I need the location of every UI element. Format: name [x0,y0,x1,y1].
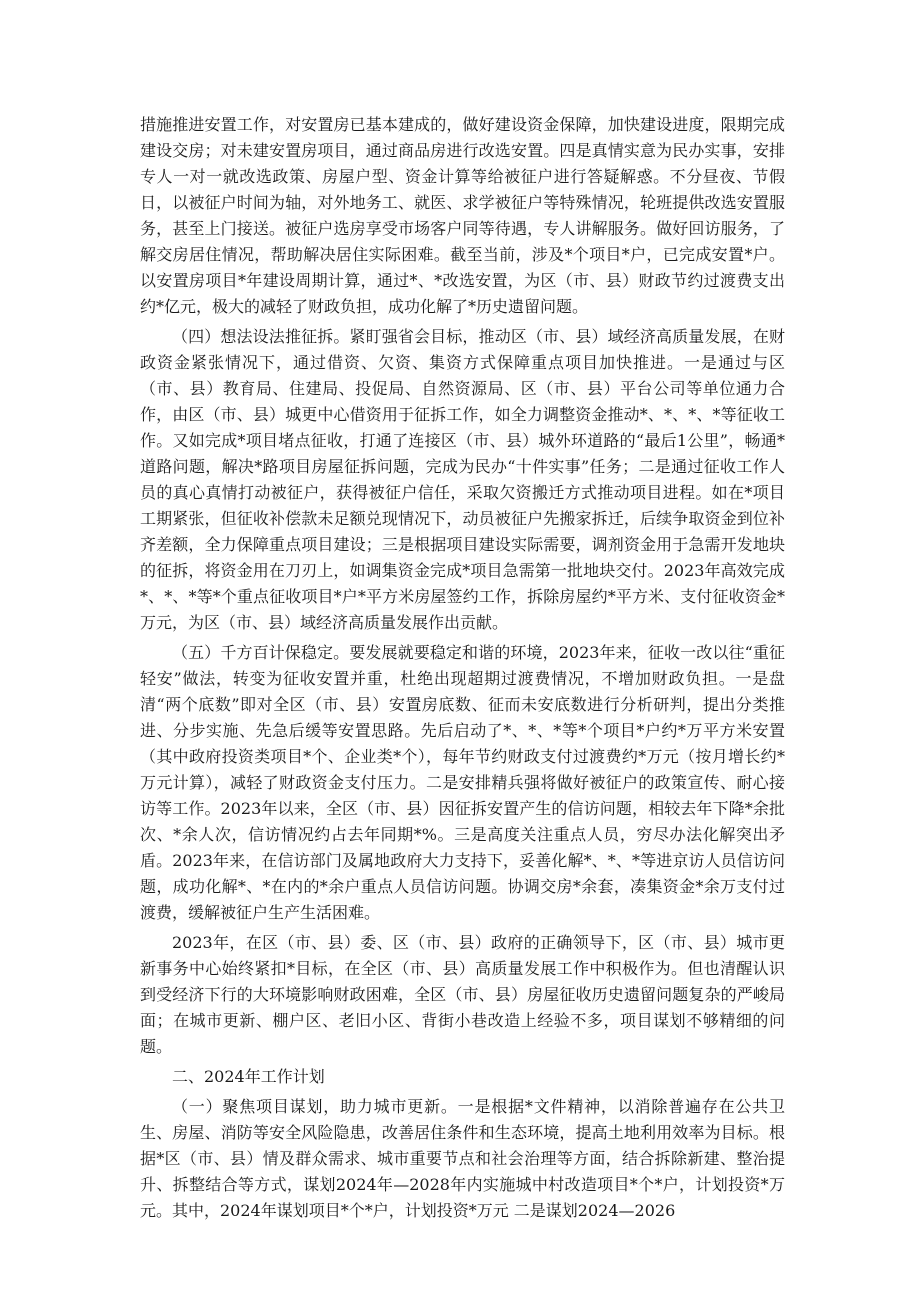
section-heading-2024-plan: 二、2024年工作计划 [172,1067,325,1086]
paragraph-stability: （五）千方百计保稳定。要发展就要稳定和谐的环境，2023年来，征收一改以往“重征轻安”做法，转变为征收安置并重，杜绝出现超期过渡费情况，不增加财政负担。一是盘清“两个底数”即对全区（市、县）安置房底数、征而未安底数进行分析研判，提出分类推进、分步实施、先急后缓等安置思路。先后启动了*、*、*等*个项目*户约*万平方米安置（其中政府投资类项目*个、企业类*个），每年节约财政支付过渡费约*万元（按月增长约*万元计算），减轻了财政资金支付压力。二是安排精兵强将做好被征户的政策宣传、耐心接访等工作。2023年以来，全区（市、县）因征拆安置产生的信访问题，相较去年下降*余批次、*余人次，信访情况约占去年同期*%。三是高度关注重点人员，穷尽办法化解突出矛盾。2023年来，在信访部门及属地政府大力支持下，妥善化解*、*、*等进京访人员信访问题，成功化解*、*在内的*余户重点人员信访问题。协调交房*余套，凑集资金*余万支付过渡费，缓解被征户生产生活困难。 [140,643,785,922]
paragraph-expropriation-push: （四）想法设法推征拆。紧盯强省会目标，推动区（市、县）域经济高质量发展，在财政资金紧张情况下，通过借资、欠资、集资方式保障重点项目加快推进。一是通过与区（市、县）教育局、住建局、投促局、自然资源局、区（市、县）平台公司等单位通力合作，由区（市、县）城更中心借资用于征拆工作，如全力调整资金推动*、*、*、*等征收工作。又如完成*项目堵点征收，打通了连接区（市、县）城外环道路的“最后1公里”，畅通*道路问题，解决*路项目房屋征拆问题，完成为民办“十件实事”任务；二是通过征收工作人员的真心真情打动被征户，获得被征户信任，采取欠资搬迁方式推动项目进程。如在*项目工期紧张，但征收补偿款未足额兑现情况下，动员被征户先搬家拆迁，后续争取资金到位补齐差额，全力保障重点项目建设；三是根据项目建设实际需要，调剂资金用于急需开发地块的征拆，将资金用在刀刃上，如调集资金完成*项目急需第一批地块交付。2023年高效完成*、*、*等*个重点征收项目*户*平方米房屋签约工作，拆除房屋约*平方米、支付征收资金*万元，为区（市、县）域经济高质量发展作出贡献。 [140,327,785,632]
paragraph-resettlement-measures: 措施推进安置工作，对安置房已基本建成的，做好建设资金保障，加快建设进度，限期完成建设交房；对未建安置房项目，通过商品房进行改选安置。四是真情实意为民办实事，安排专人一对一就改选政策、房屋户型、资金计算等给被征户进行答疑解惑。不分昼夜、节假日，以被征户时间为轴，对外地务工、就医、求学被征户等特殊情况，轮班提供改选安置服务，甚至上门接送。被征户选房享受市场客户同等待遇，专人讲解服务。做好回访服务，了解交房居住情况，帮助解决居住实际困难。截至当前，涉及*个项目*户，已完成安置*户。以安置房项目*年建设周期计算，通过*、*改选安置，为区（市、县）财政节约过渡费支出约*亿元，极大的减轻了财政负担，成功化解了*历史遗留问题。 [140,115,785,316]
document-body [140,112,785,1228]
paragraph-summary-2023: 2023年，在区（市、县）委、区（市、县）政府的正确领导下，区（市、县）城市更新事务中心始终紧扣*目标，在全区（市、县）高质量发展工作中积极作为。但也清醒认识到受经济下行的大环境影响财政困难，全区（市、县）房屋征收历史遗留问题复杂的严峻局面；在城市更新、棚户区、老旧小区、背街小巷改造上经验不多，项目谋划不够精细的问题。 [140,933,785,1056]
paragraph-project-planning: （一）聚焦项目谋划，助力城市更新。一是根据*文件精神，以消除普遍存在公共卫生、房屋、消防等安全风险隐患，改善居住条件和生态环境，提高土地利用效率为目标。根据*区（市、县）情及群众需求、城市重要节点和社会治理等方面，结合拆除新建、整治提升、拆整结合等方式，谋划2024年—2028年内实施城中村改造项目*个*户，计划投资*万元。其中，2024年谋划项目*个*户，计划投资*万元 二是谋划2024—2026 [140,1097,785,1220]
